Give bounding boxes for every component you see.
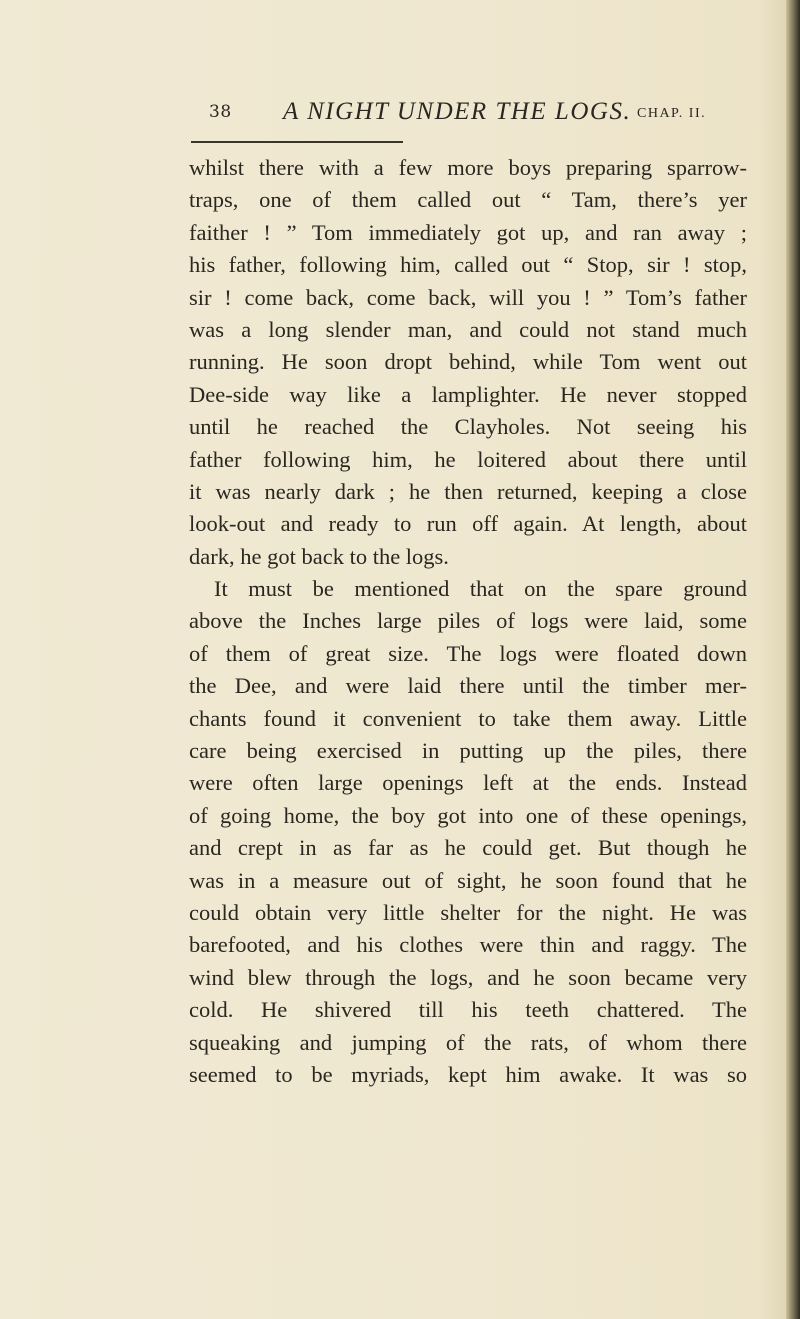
text-line: squeaking and jumping of the rats, of whom there [189, 1029, 747, 1055]
text-line: seemed to be myriads, kept him awake. It was so [189, 1061, 747, 1087]
text-line: and crept in as far as he could get. But though he [189, 835, 747, 861]
page-edge-shadow [786, 0, 800, 1319]
text-line: barefooted, and his clothes were thin and raggy. The [189, 932, 747, 958]
text-line: cold. He shivered till his teeth chattered. The [189, 997, 747, 1023]
text-line: father following him, he loitered about there until [189, 446, 747, 472]
text-line: until he reached the Clayholes. Not seeing his [189, 414, 747, 440]
text-line: were often large openings left at the ends. Instead [189, 770, 747, 796]
text-line: care being exercised in putting up the piles, there [189, 738, 747, 764]
running-title: A NIGHT UNDER THE LOGS. [283, 98, 632, 125]
text-line: above the Inches large piles of logs were laid, some [189, 608, 747, 634]
text-line: his father, following him, called out “ Stop, sir ! stop, [189, 252, 747, 278]
header-rule [191, 141, 403, 143]
body-text [189, 152, 747, 1091]
text-line: whilst there with a few more boys preparing sparrow- [189, 155, 747, 180]
text-line: chants found it convenient to take them away. Little [189, 705, 747, 731]
text-line: faither ! ” Tom immediately got up, and ran away ; [189, 219, 747, 245]
text-line: it was nearly dark ; he then returned, keeping a close [189, 478, 747, 504]
text-line: Dee-side way like a lamplighter. He never stopped [189, 381, 747, 407]
text-line: traps, one of them called out “ Tam, there’s yer [189, 187, 747, 213]
text-line: the Dee, and were laid there until the timber mer- [189, 673, 747, 699]
chapter-reference: CHAP. II. [637, 106, 707, 121]
text-line: was a long slender man, and could not stand much [189, 316, 747, 342]
text-line: was in a measure out of sight, he soon found that he [189, 867, 747, 893]
text-line: of them of great size. The logs were floated down [189, 640, 747, 666]
text-line: could obtain very little shelter for the night. He was [189, 899, 747, 925]
text-line: It must be mentioned that on the spare ground [214, 576, 747, 602]
text-line: look-out and ready to run off again. At length, about [189, 511, 747, 537]
text-line: of going home, the boy got into one of these openings, [189, 802, 747, 828]
text-line: wind blew through the logs, and he soon became very [189, 964, 747, 990]
text-line: sir ! come back, come back, will you ! ” Tom’s father [189, 284, 747, 310]
text-line: running. He soon dropt behind, while Tom went out [189, 349, 747, 375]
running-header [211, 96, 741, 136]
page-number: 38 [209, 102, 232, 122]
text-line: dark, he got back to the logs. [189, 543, 449, 569]
